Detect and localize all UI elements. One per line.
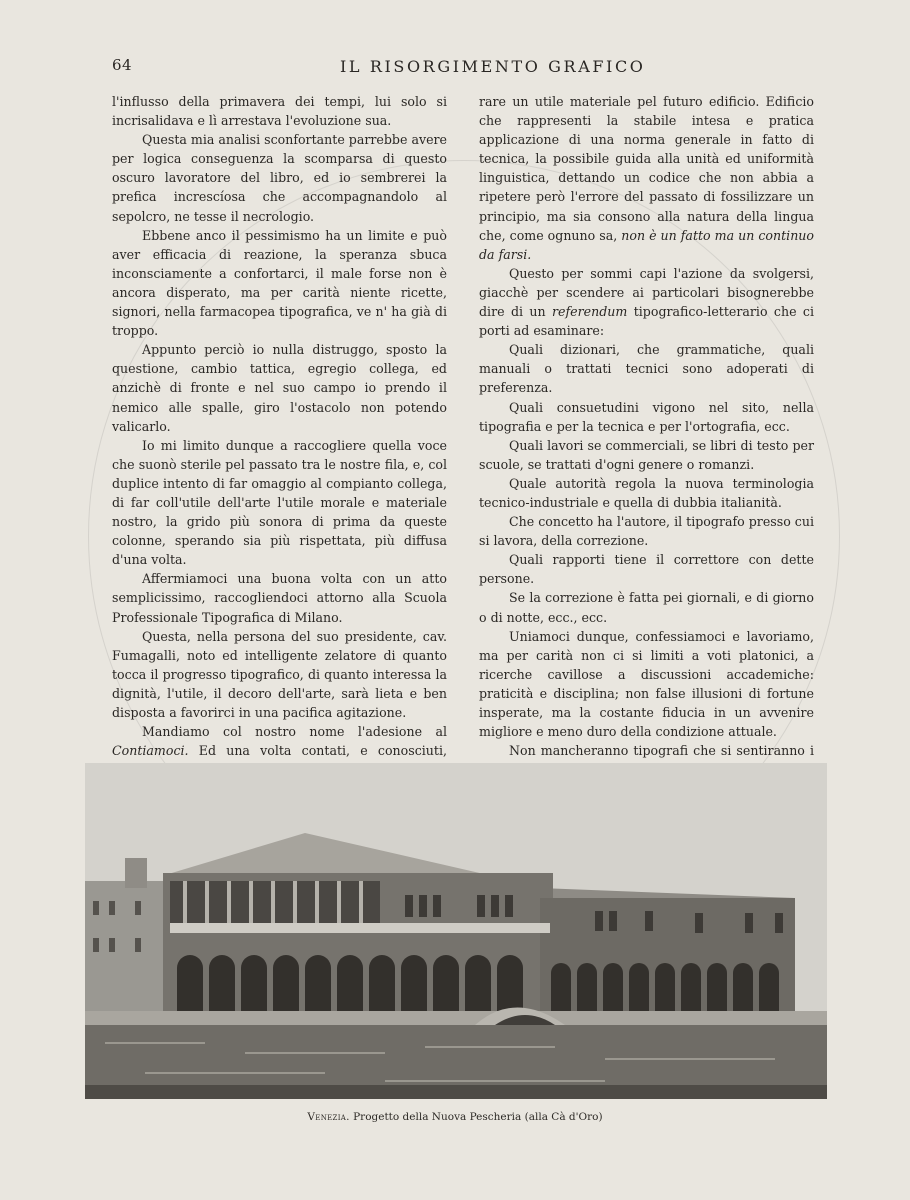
photo-fish-market-venice bbox=[85, 763, 827, 1099]
running-title: IL RISORGIMENTO GRAFICO bbox=[340, 57, 646, 76]
left-column bbox=[112, 92, 447, 837]
paragraph bbox=[479, 92, 814, 264]
paragraph: Affermiamoci una buona volta con un atto semplicissimo, raccogliendoci attorno alla Scuola Professionale Tipografica di Milano. bbox=[112, 571, 447, 625]
page-header bbox=[112, 56, 812, 82]
caption-place: Venezia. bbox=[307, 1111, 350, 1123]
italic-text: referendum bbox=[552, 304, 628, 320]
paragraph: Ebbene anco il pessimismo ha un limite e può aver efficacia di reazione, la speranza sbuca inconsciamente a confortarci, il male forse non è ancora disperato, ma per carità niente ricette, signori, nella farmacopea tipografica, ve n' ha già di troppo. bbox=[112, 227, 447, 339]
text: Questo per sommi capi l'azione da svolgersi, giacchè per scendere ai particolari bisognerebbe dire di un bbox=[479, 265, 814, 320]
italic-text: Contiamoci. bbox=[112, 743, 189, 759]
paragraph: Quali lavori se commerciali, se libri di testo per scuole, se trattati d'ogni genere o romanzi. bbox=[479, 437, 814, 472]
caption-text: Progetto della Nuova Pescheria (alla Cà d'Oro) bbox=[349, 1111, 603, 1123]
paragraph: Quali consuetudini vigono nel sito, nella tipografia e per la tecnica e per l'ortografia, ecc. bbox=[479, 399, 814, 434]
italic-text: non è un fatto ma un continuo da farsi. bbox=[479, 227, 814, 262]
figure-caption bbox=[0, 1111, 910, 1123]
text: Ed una volta contati, e conosciuti, bbox=[198, 743, 447, 759]
paragraph: Appunto perciò io nulla distruggo, sposto la questione, cambio tattica, egregio collega, ed anzichè di fronte e nel suo campo io prendo il nemico alle spalle, giro l'ostacolo non potendo valicarlo. bbox=[112, 342, 447, 434]
paragraph: Quali dizionari, che grammatiche, quali manuali o trattati tecnici sono adoperati di preferenza. bbox=[479, 342, 814, 396]
paragraph bbox=[479, 264, 814, 340]
paragraph: Quali rapporti tiene il correttore con dette persone. bbox=[479, 552, 814, 587]
paragraph: Io mi limito dunque a raccogliere quella voce che suonò sterile pel passato tra le nostre fila, e, col duplice intento di far omaggio al compianto collega, di far coll'utile dell'arte l'utile morale e materiale nostro, la grido più sonora di prima da queste colonne, sperando sia più rispettata, più diffusa d'una volta. bbox=[112, 437, 447, 568]
text: rare un utile materiale pel futuro edificio. Edificio che rappresenti la stabile intesa e pratica applicazione di una norma generale in fatto di tecnica, la possibile guida alla unità ed uniformità linguistica, dettando un codice che non abbia a ripetere però l'errore del passato di fossilizzare un principio, ma sia consono alla natura della lingua che, come ognuno sa, bbox=[479, 94, 814, 243]
paragraph: Non mancheranno tipografi che si sentiranno i bbox=[509, 743, 814, 759]
paragraph: Che concetto ha l'autore, il tipografo presso cui si lavora, della correzione. bbox=[479, 514, 814, 549]
text: Mandiamo col nostro nome l'adesione al bbox=[142, 724, 447, 740]
paragraph: Se la correzione è fatta pei giornali, e di giorno o di notte, ecc., ecc. bbox=[479, 590, 814, 625]
paragraph: l'influsso della primavera dei tempi, lui solo si incrisalidava e lì arrestava l'evoluzione sua. bbox=[112, 94, 447, 129]
paragraph: Uniamoci dunque, confessiamoci e lavoriamo, ma per carità non ci si limiti a voti platonici, a ricerche cavillose a discussioni accademiche: praticità e disciplina; non false illusioni di fortune insperate, ma la costante fiducia in un avvenire migliore e meno duro della condizione attuale. bbox=[479, 628, 814, 740]
paragraph: Questa mia analisi sconfortante parrebbe avere per logica conseguenza la scomparsa di questo oscuro lavoratore del libro, ed io sembrerei la prefica increscíosa che accompagnandolo al sepolcro, ne tesse il necrologio. bbox=[112, 132, 447, 224]
page-number: 64 bbox=[112, 56, 133, 74]
right-column bbox=[479, 92, 814, 818]
text: tipografico-letterario che ci porti ad esaminare: bbox=[479, 304, 814, 339]
paragraph: Questa, nella persona del suo presidente, cav. Fumagalli, noto ed intelligente zelatore di quanto tocca il progresso tipografico, di quanto interessa la dignità, l'utile, il decoro dell'arte, sarà lieta e ben disposta a favorirci in una pacifica agitazione. bbox=[112, 628, 447, 720]
paragraph: Quale autorità regola la nuova terminologia tecnico-industriale e quella di dubbia italianità. bbox=[479, 475, 814, 510]
